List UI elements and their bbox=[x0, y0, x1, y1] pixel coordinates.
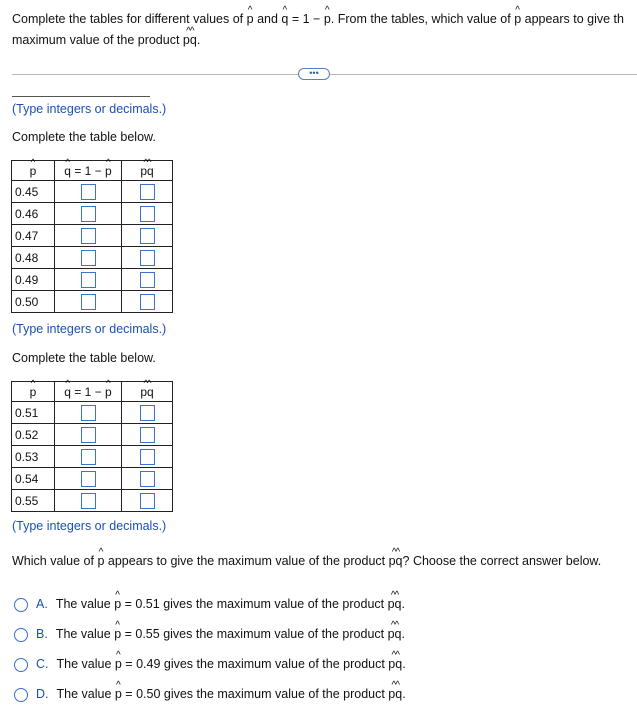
pq-input[interactable] bbox=[140, 427, 155, 443]
q-input[interactable] bbox=[81, 184, 96, 200]
pq-input[interactable] bbox=[140, 272, 155, 288]
q-input[interactable] bbox=[81, 471, 96, 487]
p-value: 0.51 bbox=[12, 402, 55, 424]
table-row bbox=[12, 490, 173, 512]
pq-input[interactable] bbox=[140, 405, 155, 421]
table-row bbox=[12, 247, 173, 269]
q-input[interactable] bbox=[81, 206, 96, 222]
table-row bbox=[12, 402, 173, 424]
table-row bbox=[12, 181, 173, 203]
q-input[interactable] bbox=[81, 294, 96, 310]
q-input[interactable] bbox=[81, 493, 96, 509]
option-a[interactable]: A. The value ^ p = 0.51 gives the maximum value of the product ^^ pq. bbox=[14, 597, 405, 612]
answer-underline bbox=[12, 96, 150, 97]
table-row bbox=[12, 203, 173, 225]
p-value: 0.52 bbox=[12, 424, 55, 446]
pq-input[interactable] bbox=[140, 493, 155, 509]
p-value: 0.48 bbox=[12, 247, 55, 269]
table-1 bbox=[11, 160, 173, 313]
pq-input[interactable] bbox=[140, 250, 155, 266]
pq-input[interactable] bbox=[140, 206, 155, 222]
header-pq: ^^ pq bbox=[122, 161, 173, 181]
option-d[interactable]: D. The value ^ p = 0.50 gives the maximum value of the product ^^ pq. bbox=[14, 687, 406, 702]
q-input[interactable] bbox=[81, 272, 96, 288]
p-value: 0.45 bbox=[12, 181, 55, 203]
question-text-line1: Complete the tables for different values of ^ p and ^ q = 1 − ^ p. From the tables, which value of ^ p appears to give th bbox=[12, 12, 624, 26]
radio-icon[interactable] bbox=[14, 688, 28, 702]
table-header-row bbox=[12, 382, 173, 402]
radio-icon[interactable] bbox=[14, 628, 28, 642]
p-value: 0.55 bbox=[12, 490, 55, 512]
option-c[interactable]: C. The value ^ p = 0.49 gives the maximum value of the product ^^ pq. bbox=[14, 657, 406, 672]
pq-input[interactable] bbox=[140, 449, 155, 465]
table1-instruction: Complete the table below. bbox=[12, 130, 156, 144]
header-q: ^ q = 1 − ^ p bbox=[55, 161, 122, 181]
p-value: 0.49 bbox=[12, 269, 55, 291]
header-pq: ^^ pq bbox=[122, 382, 173, 402]
option-b[interactable]: B. The value ^ p = 0.55 gives the maximum value of the product ^^ pq. bbox=[14, 627, 405, 642]
p-value: 0.46 bbox=[12, 203, 55, 225]
table-header-row bbox=[12, 161, 173, 181]
header-p: ^ p bbox=[12, 382, 55, 402]
table-row bbox=[12, 291, 173, 313]
question-text-line2: maximum value of the product ^^ pq. bbox=[12, 33, 200, 47]
p-value: 0.54 bbox=[12, 468, 55, 490]
radio-icon[interactable] bbox=[14, 658, 28, 672]
q-input[interactable] bbox=[81, 449, 96, 465]
pq-input[interactable] bbox=[140, 471, 155, 487]
header-p: ^ p bbox=[12, 161, 55, 181]
hint-text-2: (Type integers or decimals.) bbox=[12, 322, 167, 336]
table2-instruction: Complete the table below. bbox=[12, 351, 156, 365]
table-row bbox=[12, 269, 173, 291]
q-input[interactable] bbox=[81, 228, 96, 244]
more-button[interactable]: ••• bbox=[298, 68, 330, 80]
p-value: 0.53 bbox=[12, 446, 55, 468]
p-value: 0.47 bbox=[12, 225, 55, 247]
table-row bbox=[12, 225, 173, 247]
table-2 bbox=[11, 381, 173, 512]
q-input[interactable] bbox=[81, 427, 96, 443]
question2-text: Which value of ^ p appears to give the maximum value of the product ^^ pq? Choose the correct answer below. bbox=[12, 554, 601, 568]
hint-text-1: (Type integers or decimals.) bbox=[12, 102, 167, 116]
table-row bbox=[12, 468, 173, 490]
pq-input[interactable] bbox=[140, 184, 155, 200]
q-input[interactable] bbox=[81, 250, 96, 266]
q-input[interactable] bbox=[81, 405, 96, 421]
table-row bbox=[12, 446, 173, 468]
radio-icon[interactable] bbox=[14, 598, 28, 612]
table-row bbox=[12, 424, 173, 446]
hint-text-3: (Type integers or decimals.) bbox=[12, 519, 167, 533]
pq-input[interactable] bbox=[140, 228, 155, 244]
header-q: ^ q = 1 − ^ p bbox=[55, 382, 122, 402]
p-value: 0.50 bbox=[12, 291, 55, 313]
pq-input[interactable] bbox=[140, 294, 155, 310]
